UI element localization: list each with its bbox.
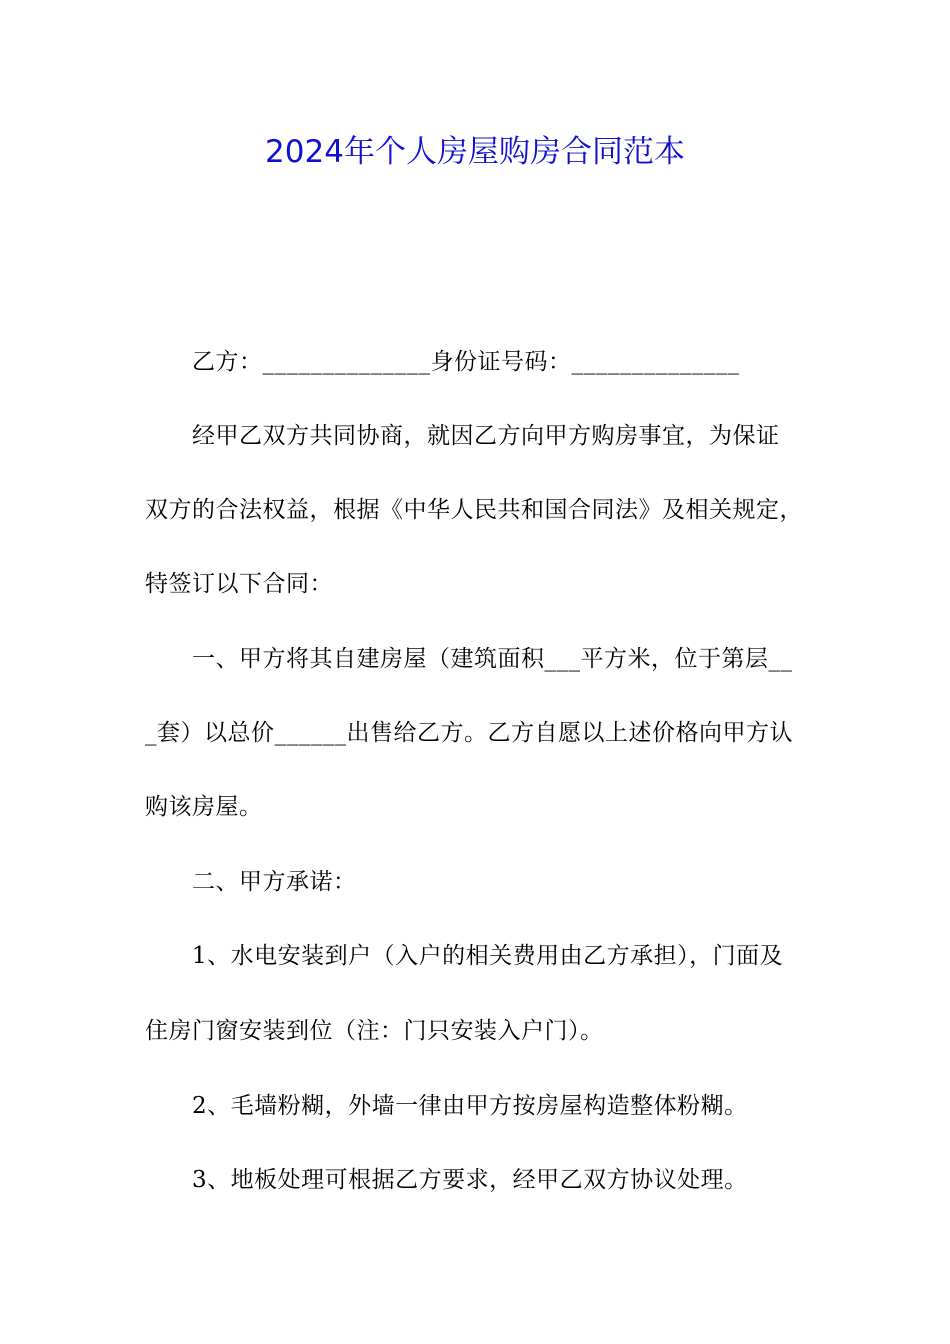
item-1-line-1: 1、水电安装到户（入户的相关费用由乙方承担），门面及 (192, 943, 784, 969)
item-1-line-2: 住房门窗安装到位（注：门只安装入户门）。 (145, 1018, 604, 1044)
document-title: 2024年个人房屋购房合同范本 (265, 134, 685, 170)
preamble-line-3: 特签订以下合同： (145, 571, 333, 597)
party-b-line: 乙方：______________身份证号码：______________ (192, 349, 740, 375)
clause-2-heading: 二、甲方承诺： (192, 869, 357, 895)
preamble-line-1: 经甲乙双方共同协商，就因乙方向甲方购房事宜，为保证 (192, 423, 780, 449)
item-2-line: 2、毛墙粉糊，外墙一律由甲方按房屋构造整体粉糊。 (192, 1093, 748, 1119)
item-3-line: 3、地板处理可根据乙方要求，经甲乙双方协议处理。 (192, 1167, 748, 1193)
clause-1-line-1: 一、甲方将其自建房屋（建筑面积___平方米，位于第层__ (192, 646, 793, 672)
clause-1-line-3: 购该房屋。 (145, 794, 263, 820)
preamble-line-2: 双方的合法权益，根据《中华人民共和国合同法》及相关规定， (145, 497, 803, 523)
clause-1-line-2: _套）以总价______出售给乙方。乙方自愿以上述价格向甲方认 (145, 720, 793, 746)
